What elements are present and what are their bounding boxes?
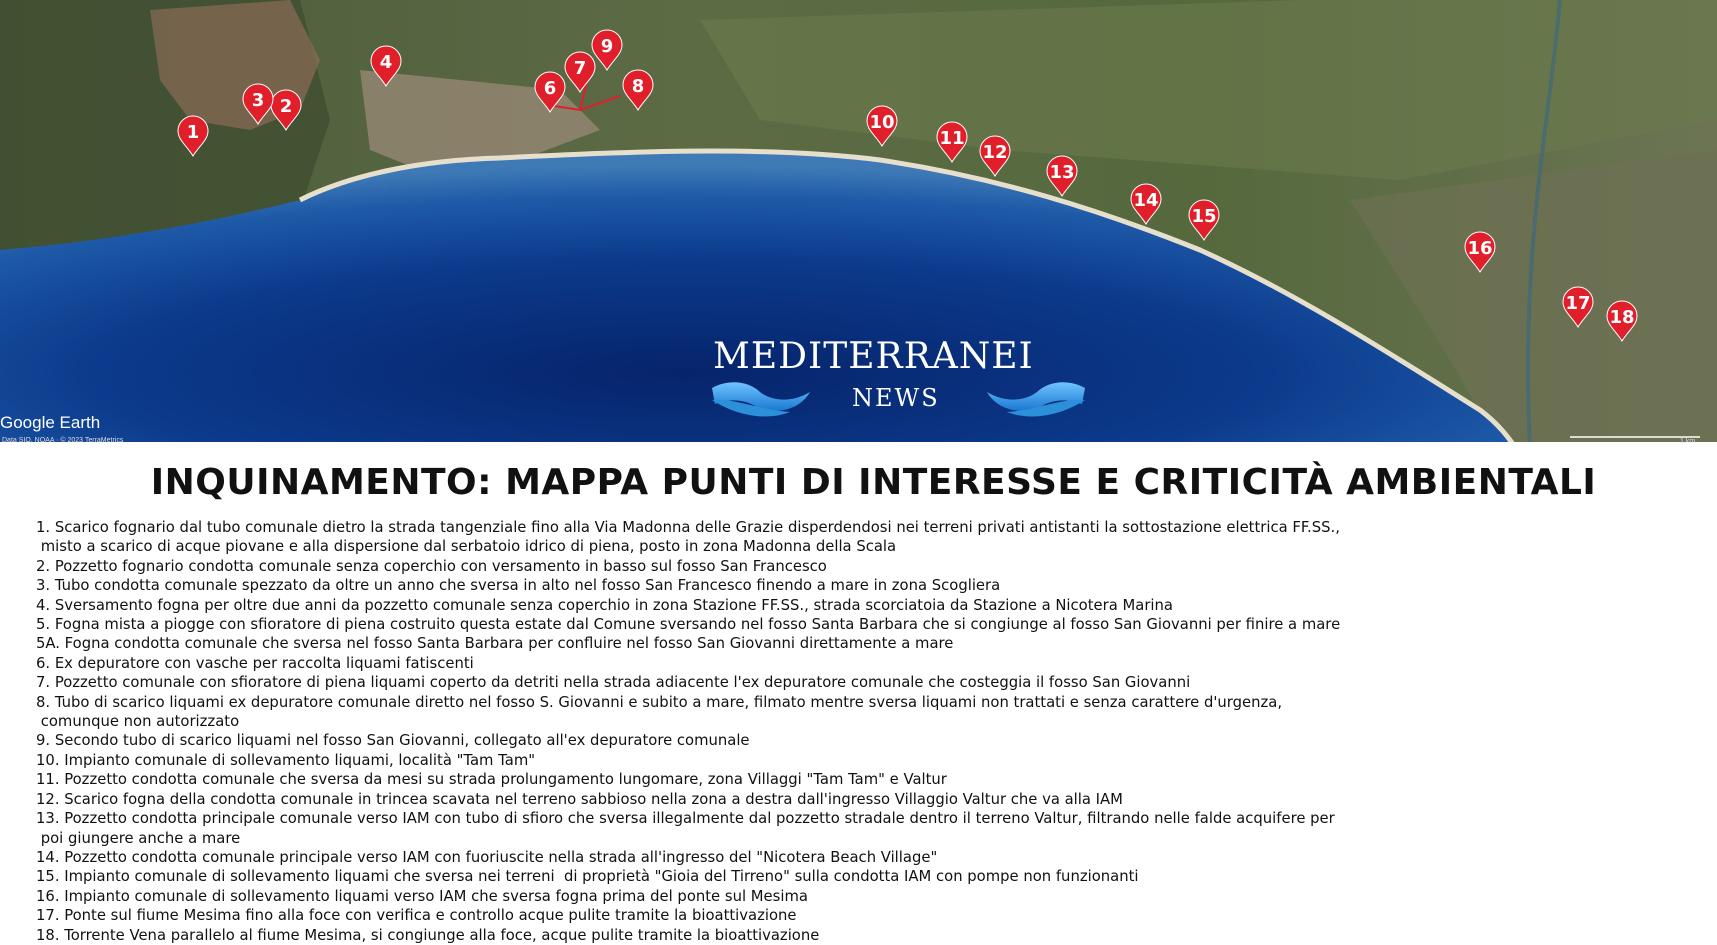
legend-item-text: 18. Torrente Vena parallelo al fiume Mesima, si congiunge alla foce, acque pulite tramite la bioattivazione (36, 926, 820, 944)
map-pin-label: 3 (251, 90, 265, 111)
svg-text:MEDITERRANEI: MEDITERRANEI (713, 336, 1034, 377)
legend-item-text: 16. Impianto comunale di sollevamento liquami verso IAM che sversa fogna prima del ponte sul Mesima (36, 887, 808, 905)
legend-item-text: 10. Impianto comunale di sollevamento liquami, località "Tam Tam" (36, 751, 536, 769)
map-pin-label: 15 (1191, 206, 1217, 227)
map-pin-label: 11 (939, 128, 965, 149)
map-pin-label: 7 (573, 58, 587, 79)
legend-item-text: 9. Secondo tubo di scarico liquami nel fosso San Giovanni, collegato all'ex depuratore comunale (36, 732, 750, 750)
map-pin-label: 4 (379, 52, 393, 73)
legend-item (36, 615, 1696, 634)
scale-label: 1 km (1680, 438, 1696, 445)
map-pin-label: 14 (1133, 190, 1159, 211)
legend-item (36, 634, 1696, 653)
legend-item-text: 14. Pozzetto condotta comunale principale verso IAM con fuoriuscite nella strada all'ingresso del "Nicotera Beach Village" (36, 848, 938, 866)
legend-item-text: 2. Pozzetto fognario condotta comunale senza coperchio con versamento in basso sul fosso San Francesco (36, 557, 827, 575)
google-earth-watermark: Google Earth (0, 413, 101, 432)
legend-item-text: 5A. Fogna condotta comunale che sversa nel fosso Santa Barbara per confluire nel fosso San Giovanni direttamente a mare (36, 635, 954, 653)
legend-item-text: 8. Tubo di scarico liquami ex depuratore comunale diretto nel fosso S. Giovanni e subito a mare, filmato mentre sversa liquami non trattati e senza carattere d'urgenza, comunque non autorizzato (36, 693, 1283, 731)
legend-list (36, 518, 1696, 945)
legend-item (36, 693, 1696, 732)
legend-item (36, 518, 1696, 557)
map-pin-label: 12 (982, 142, 1008, 163)
map-pin-label: 2 (279, 96, 293, 117)
legend-item-text: 15. Impianto comunale di sollevamento liquami che sversa nei terreni di proprietà "Gioia del Tirreno" sulla condotta IAM con pompe non funzionanti (36, 868, 1139, 886)
map-pin-label: 17 (1565, 293, 1591, 314)
map-bottom-edge (0, 442, 1717, 447)
legend-item-text: 5. Fogna mista a piogge con sfioratore di piena costruito questa estate dal Comune sversando nel fosso Santa Barbara che si congiunge al fosso San Giovanni per finire a mare (36, 616, 1341, 634)
map-pin-label: 6 (543, 78, 557, 99)
svg-text:NEWS: NEWS (852, 384, 940, 412)
map-pin-label: 13 (1049, 162, 1075, 183)
legend-item (36, 654, 1696, 673)
legend-item-text: 13. Pozzetto condotta principale comunale verso IAM con tubo di sfioro che sversa illegalmente dal pozzetto stradale dentro il terreno Valtur, filtrando nelle falde acquifere per poi giungere anche a mare (36, 810, 1335, 847)
map-copyright: Data SIO, NOAA · © 2023 TerraMetrics (2, 437, 124, 444)
legend-item (36, 751, 1696, 770)
map-pin-label: 10 (869, 112, 895, 133)
legend-item (36, 906, 1696, 925)
map-pin-label: 1 (186, 122, 200, 143)
legend-item (36, 731, 1696, 750)
legend-item-text: 12. Scarico fogna della condotta comunale in trincea scavata nel terreno sabbioso nella zona a destra dall'ingresso Villaggio Valtur che va alla IAM (36, 790, 1123, 808)
legend-item (36, 809, 1696, 848)
satellite-map (0, 0, 1717, 447)
map-pin-label: 8 (631, 76, 645, 97)
map-pin-label: 18 (1609, 307, 1635, 328)
legend-item-text: 4. Sversamento fogna per oltre due anni da pozzetto comunale senza coperchio in zona Stazione FF.SS., strada scorciatoia da Stazione a Nicotera Marina (36, 596, 1173, 614)
page-title: INQUINAMENTO: MAPPA PUNTI DI INTERESSE E CRITICITÀ AMBIENTALI (150, 462, 1597, 503)
legend-item-text: 6. Ex depuratore con vasche per raccolta liquami fatiscenti (36, 654, 474, 672)
map-pin-label: 16 (1467, 238, 1493, 259)
legend-item (36, 596, 1696, 615)
legend-item-text: 17. Ponte sul fiume Mesima fino alla foce con verifica e controllo acque pulite tramite la bioattivazione (36, 907, 797, 925)
legend-item (36, 790, 1696, 809)
legend-item-text: 1. Scarico fognario dal tubo comunale dietro la strada tangenziale fino alla Via Madonna delle Grazie disperdendosi nei terreni privati antistanti la sottostazione elettrica FF.SS., misto a scarico di acque piovane e alla dispersione dal serbatoio idrico di piena, posto in zona Madonna della Scala (36, 519, 1340, 556)
legend-item (36, 867, 1696, 886)
legend-item (36, 576, 1696, 595)
legend-item-text: 3. Tubo condotta comunale spezzato da oltre un anno che sversa in alto nel fosso San Francesco finendo a mare in zona Scogliera (36, 577, 1001, 595)
legend-item-text: 7. Pozzetto comunale con sfioratore di piena liquami coperto da detriti nella strada adiacente l'ex depuratore comunale che costeggia il fosso San Giovanni (36, 674, 1191, 692)
legend-item (36, 673, 1696, 692)
legend-item (36, 770, 1696, 789)
legend-item (36, 848, 1696, 867)
legend-item (36, 887, 1696, 906)
legend-item-text: 11. Pozzetto condotta comunale che sversa da mesi su strada prolungamento lungomare, zona Villaggi "Tam Tam" e Valtur (36, 771, 947, 789)
map-pin-label: 9 (600, 36, 614, 57)
mediterranei-news-logo (712, 336, 1085, 416)
legend-item (36, 926, 1696, 945)
legend-item (36, 557, 1696, 576)
